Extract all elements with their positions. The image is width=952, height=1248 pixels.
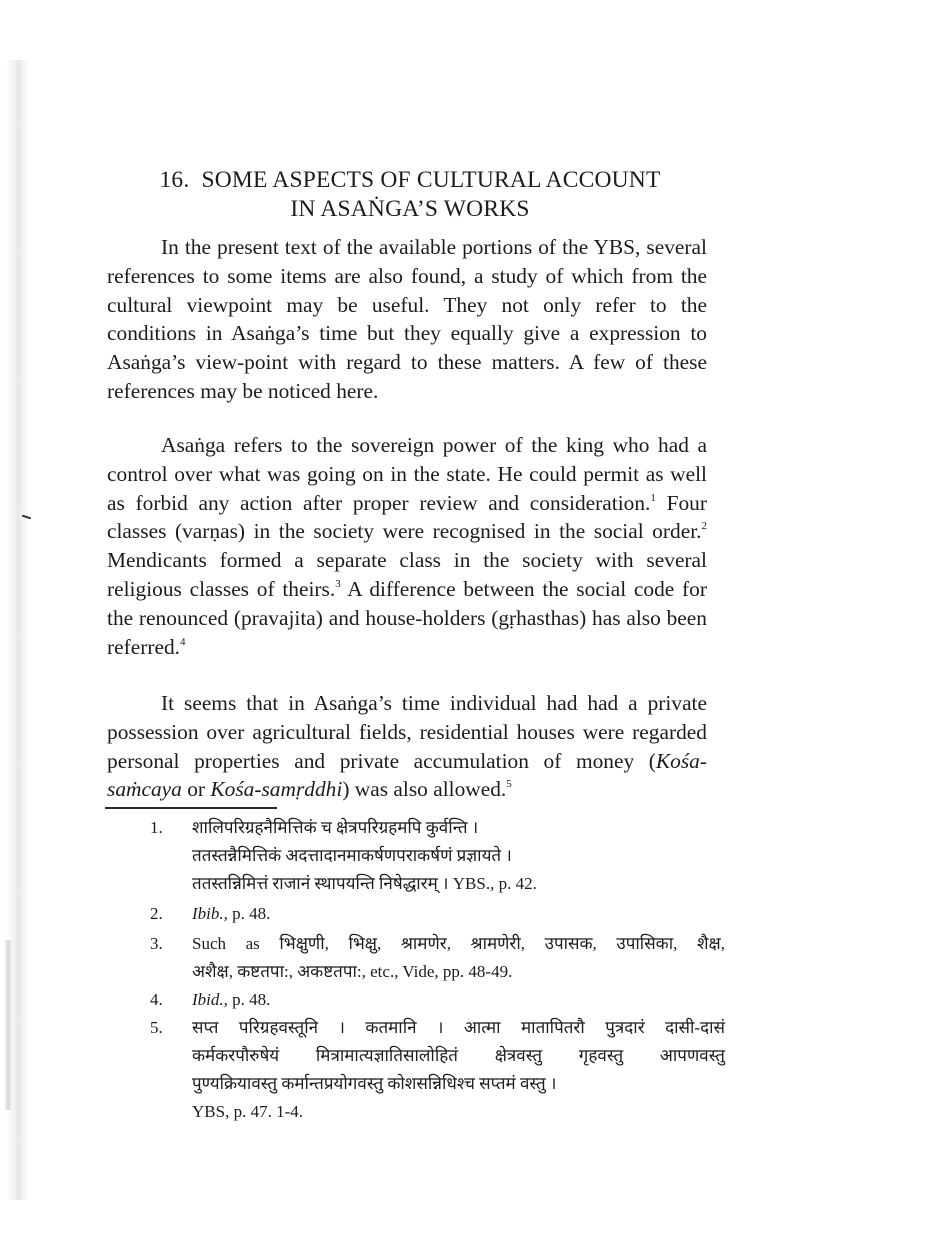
footnote-text (192, 814, 725, 898)
footnote-separator-rule (105, 807, 277, 809)
chapter-title-line-2: IN ASAṄGA’S WORKS (290, 196, 530, 222)
footnote-text (192, 986, 725, 1014)
footnote-2 (150, 900, 725, 928)
footnote-italic-ref: Ibid., (192, 990, 228, 1009)
footnote-line: पुण्यक्रियावस्तु कर्मान्तप्रयोगवस्तु कोशसन्निधिश्च सप्तमं वस्तु । (192, 1074, 557, 1093)
paragraph-2-text: Asaṅga refers to the sovereign power of the king who had a control over what was going on in the state. He could permit as well as forbid any action after proper review and consideration.$^1$ Four classes (varṇas) in the society were recognised in the social order.$^2$ Mendicants formed a separate class in the society with several religious classes of theirs.$^3$ A difference between the social code for the renounced (pravajita) and house-holders (gṛhasthas) has also been referred.$^4$ (107, 433, 707, 659)
scan-shadow-edge-lower (4, 940, 12, 1110)
chapter-title-line-1 (140, 166, 680, 195)
footnotes (150, 814, 725, 1126)
footnote-5 (150, 1014, 725, 1126)
footnote-line: शालिपरिग्रहनैमित्तिकं च क्षेत्रपरिग्रहमपि कुर्वन्ति । (192, 818, 479, 837)
footnote-page-ref: p. 48. (227, 990, 271, 1009)
footnote-reference: 5 (506, 778, 512, 791)
footnote-number: 4. (150, 990, 163, 1009)
footnote-line: अशैक्ष, कष्टतपा:, अकष्टतपा:, etc., Vide, pp. 48-49. (192, 962, 513, 981)
paragraph-3 (107, 689, 707, 804)
footnote-line: कर्मकरपौरुषेयं मित्रामात्यज्ञातिसालोहितं क्षेत्रवस्तु गृहवस्तु आपणवस्तु (192, 1046, 725, 1065)
footnote-text (192, 1014, 725, 1126)
footnote-line: ततस्तन्निमित्तं राजानं स्थापयन्ति निषेद्धारम् । YBS., p. 42. (192, 874, 537, 893)
italic-term: Kośa-saṁcaya (107, 748, 707, 802)
footnote-reference: 2 (701, 520, 707, 533)
paragraph-3-text: It seems that in Asaṅga’s time individual had had a private possession over agricultural fields, residential houses were regarded personal properties and private accumulation of money (Kośa-saṁcaya or Kośa-samṛddhi) was also allowed.$^5$ (107, 691, 707, 802)
footnote-3 (150, 930, 725, 986)
chapter-title (140, 166, 680, 224)
footnote-line: YBS, p. 47. 1-4. (192, 1102, 303, 1121)
footnote-reference: 4 (180, 635, 186, 648)
paragraph-1 (107, 233, 707, 406)
footnote-4 (150, 986, 725, 1014)
paragraph-2 (107, 431, 707, 661)
footnote-text (192, 930, 725, 986)
footnote-text (192, 900, 725, 928)
footnote-page-ref: p. 48. (227, 904, 271, 923)
footnote-reference: 3 (335, 577, 341, 590)
footnote-line: ततस्तन्नैमित्तिकं अदत्तादानमाकर्षणपराकर्षणं प्रज्ञायते । (192, 846, 512, 865)
chapter-number: 16. (159, 167, 190, 193)
footnote-number: 5. (150, 1018, 163, 1037)
footnote-number: 2. (150, 904, 163, 923)
italic-term: Kośa-samṛddhi (210, 777, 343, 802)
footnote-1 (150, 814, 725, 898)
chapter-title-text-1: SOME ASPECTS OF CULTURAL ACCOUNT (201, 167, 661, 193)
footnote-italic-ref: Ibib., (192, 904, 228, 923)
footnote-number: 3. (150, 934, 163, 953)
footnote-line: सप्त परिग्रहवस्तूनि । कतमानि । आत्मा मातापितरौ पुत्रदारं दासी-दासं (192, 1018, 725, 1037)
footnote-line: Such as भिक्षुणी, भिक्षु, श्रामणेर, श्रामणेरी, उपासक, उपासिका, शैक्ष, (192, 934, 725, 953)
footnote-reference: 1 (650, 491, 656, 504)
paragraph-1-text: In the present text of the available portions of the YBS, several references to some items are also found, a study of which from the cultural viewpoint may be useful. They not only refer to the conditions in Asaṅga’s time but they equally give a expression to Asaṅga’s view-point with regard to these matters. A few of these references may be noticed here. (107, 235, 707, 403)
footnote-number: 1. (150, 818, 163, 837)
